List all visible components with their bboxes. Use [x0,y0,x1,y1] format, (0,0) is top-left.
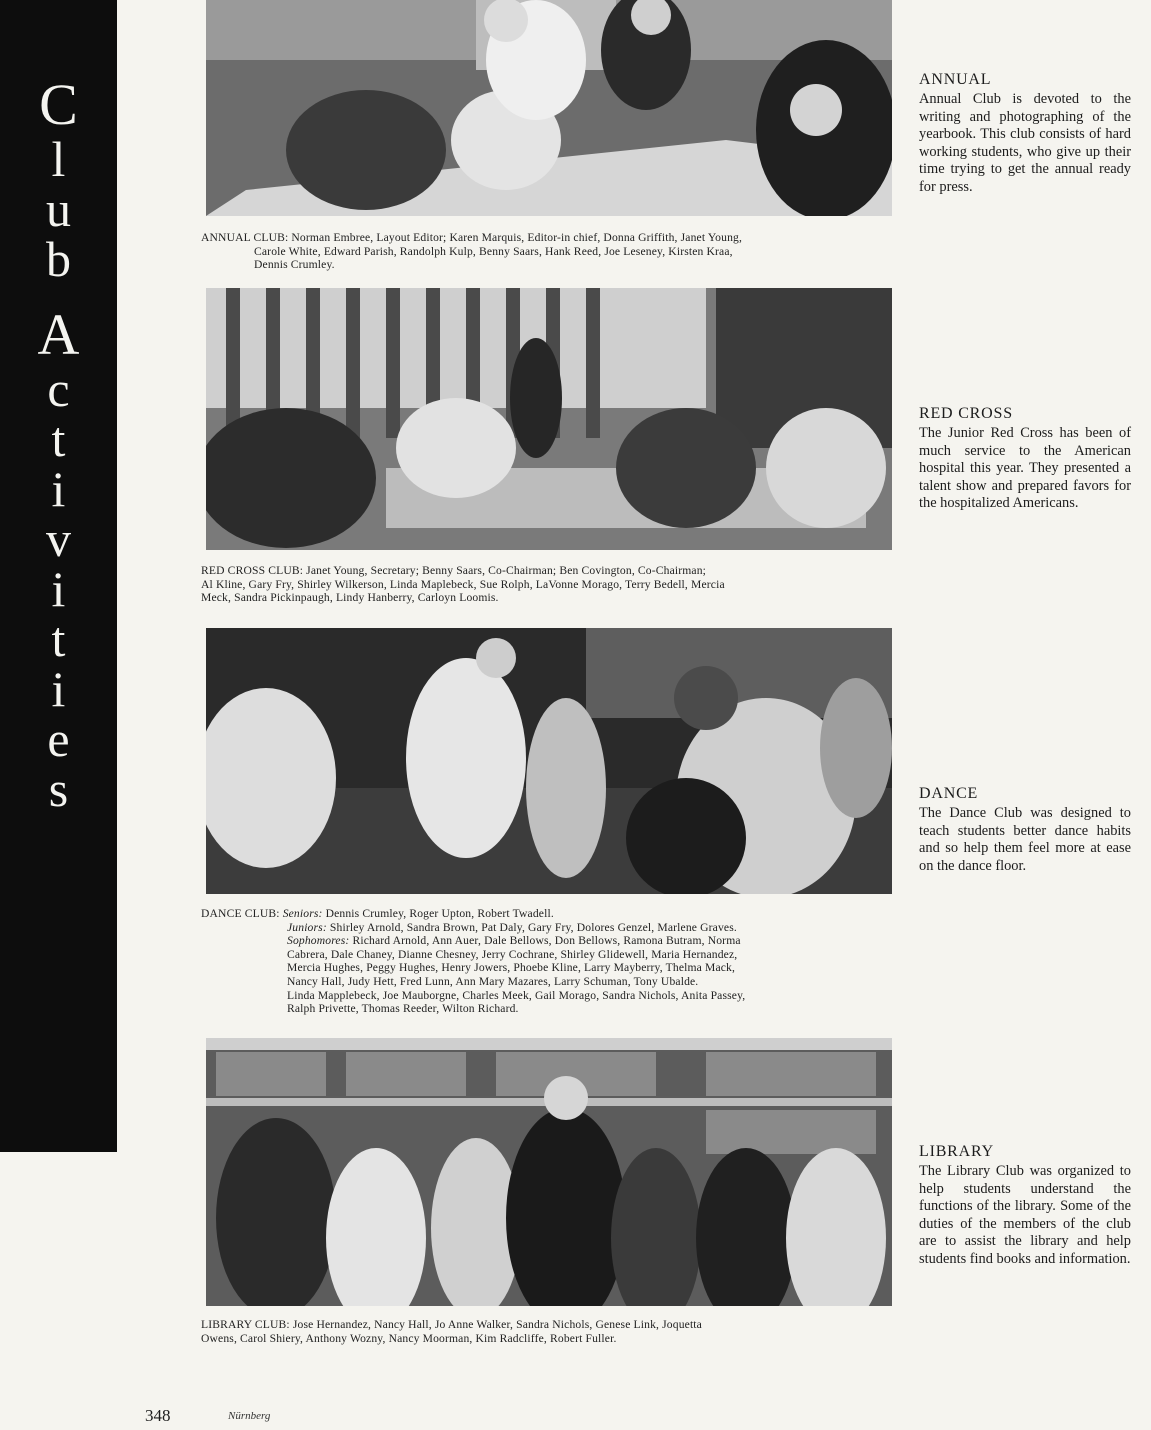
sidebar-title-band [0,0,117,1152]
title-letter: s [48,761,69,817]
title-letter: t [51,411,66,467]
annual-section [919,71,1131,197]
sophomores-label: Sophomores: [287,934,350,948]
title-letter: i [51,461,66,517]
title-letter: e [47,711,70,767]
title-letter: u [46,181,71,237]
caption-line: Meck, Sandra Pickinpaugh, Lindy Hanberry, Carloyn Loomis. [201,591,499,605]
caption-line: Linda Mapplebeck, Joe Mauborgne, Charles Meek, Gail Morago, Sandra Nichols, Anita Passey, [287,988,746,1002]
library-club-caption [201,1318,891,1345]
title-letter: A [37,302,80,367]
vertical-title [0,72,117,817]
caption-label: DANCE CLUB: [201,907,280,920]
seniors-names: Dennis Crumley, Roger Upton, Robert Twadell. [325,907,554,920]
caption-line [201,907,891,921]
section-text: The Dance Club was designed to teach students better dance habits and so help them feel more at ease on the dance floor. [919,805,1131,874]
dance-club-caption [201,907,891,1016]
running-foot: Nürnberg [228,1410,271,1422]
caption-line: Al Kline, Gary Fry, Shirley Wilkerson, Linda Maplebeck, Sue Rolph, LaVonne Morago, Terry Bedell, Mercia [201,577,725,591]
caption-line: Nancy Hall, Judy Hett, Fred Lunn, Ann Mary Mazares, Larry Schuman, Tony Ubalde. [287,974,699,988]
title-letter: C [39,72,78,137]
page-number: 348 [145,1406,171,1425]
caption-line: Dennis Crumley. [254,258,335,272]
caption-line: Ralph Privette, Thomas Reeder, Wilton Richard. [287,1002,519,1016]
annual-club-caption [201,231,891,272]
caption-line [201,934,891,948]
dance-section [919,785,1131,875]
section-heading: RED CROSS [919,405,1013,422]
caption-line: LIBRARY CLUB: Jose Hernandez, Nancy Hall, Jo Anne Walker, Sandra Nichols, Genese Link, Joquetta [201,1318,702,1331]
title-letter: t [51,611,66,667]
red-cross-club-photo [206,288,892,550]
caption-line: ANNUAL CLUB: Norman Embree, Layout Editor; Karen Marquis, Editor-in chief, Donna Griffith, Janet Young, [201,231,743,244]
caption-line: Cabrera, Dale Chaney, Dianne Chesney, Jerry Cochrane, Shirley Glidewell, Maria Hernandez, [287,947,738,961]
caption-line: Carole White, Edward Parish, Randolph Kulp, Benny Saars, Hank Reed, Joe Leseney, Kirsten Kraa, [254,244,733,258]
library-section [919,1143,1131,1269]
caption-line: Owens, Carol Shiery, Anthony Wozny, Nancy Moorman, Kim Radcliffe, Robert Fuller. [201,1331,617,1345]
annual-club-photo [206,0,892,216]
title-letter: i [51,561,66,617]
caption-line: RED CROSS CLUB: Janet Young, Secretary; Benny Saars, Co-Chairman; Ben Covington, Co-Chairman; [201,564,707,577]
dance-club-photo [206,628,892,894]
caption-line [201,921,891,935]
seniors-label: Seniors: [282,907,323,920]
title-letter: v [46,511,71,567]
title-letter: l [51,131,66,187]
juniors-names: Shirley Arnold, Sandra Brown, Pat Daly, Gary Fry, Dolores Genzel, Marlene Graves. [329,920,737,934]
red-cross-club-caption [201,564,891,605]
red-cross-section [919,405,1131,513]
section-heading: ANNUAL [919,71,992,88]
section-text: Annual Club is devoted to the writing and photographing of the yearbook. This club consists of hard working students, who give up their time trying to get the annual ready for press. [919,91,1131,195]
section-heading: DANCE [919,785,979,802]
section-heading: LIBRARY [919,1143,994,1160]
juniors-label: Juniors: [287,920,327,934]
library-club-photo [206,1038,892,1306]
section-text: The Junior Red Cross has been of much service to the American hospital this year. They presented a talent show and prepared favors for the hospitalized Americans. [919,425,1131,512]
title-letter: c [47,361,70,417]
sophomores-names: Richard Arnold, Ann Auer, Dale Bellows, Don Bellows, Ramona Butram, Norma [352,934,741,948]
section-text: The Library Club was organized to help students understand the functions of the library. Some of the duties of the members of the club are to assist the library and help students find books and information. [919,1163,1131,1267]
title-letter: i [51,661,66,717]
caption-line: Mercia Hughes, Peggy Hughes, Henry Jowers, Phoebe Kline, Larry Mayberry, Thelma Mack, [287,961,736,975]
title-letter: b [46,231,71,287]
